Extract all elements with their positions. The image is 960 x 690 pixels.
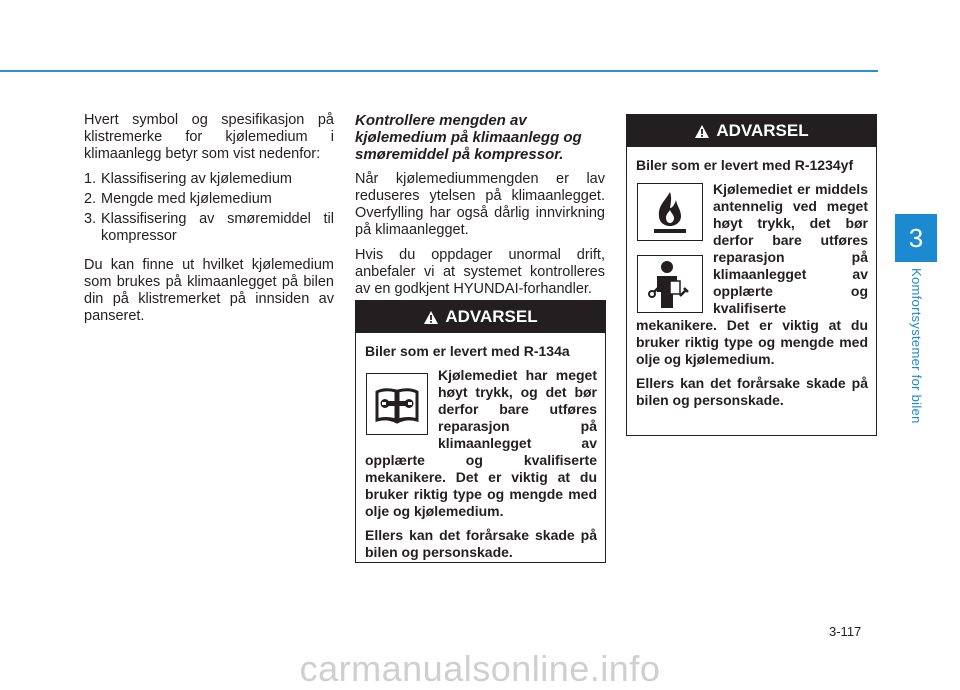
flammable-icon	[637, 183, 703, 241]
qualified-technician-icon	[637, 255, 703, 313]
warning-consequence: Ellers kan det forårsake skade på bilen og personskade.	[365, 527, 597, 560]
warning-box-r1234yf	[626, 114, 877, 436]
warning-triangle-icon	[423, 310, 439, 325]
warning-header-label: ADVARSEL	[445, 307, 538, 326]
watermark: carmanualsonline.info	[299, 648, 661, 689]
list-item: 3. Klassifisering av smøremiddel til kompressor	[84, 211, 334, 244]
warning-header	[627, 115, 876, 147]
warning-body	[356, 333, 605, 576]
page-number: 3-117	[829, 624, 862, 639]
section-heading: Kontrollere mengden av kjølemedium på klimaanlegg og smøremiddel på kompressor.	[355, 112, 582, 163]
chapter-title: Komfortsystemer for bilen	[909, 268, 924, 424]
warning-title: Biler som er levert med R-134a	[365, 343, 570, 359]
warning-box-r134a	[355, 300, 606, 563]
column-left	[84, 112, 334, 333]
warning-title: Biler som er levert med R-1234yf	[636, 157, 854, 173]
column-middle	[355, 112, 605, 306]
warning-text: Kjølemediet er middels antennelig ved meget høyt trykk, det bør derfor bare utføres reparasjon på klimaanlegget av opplærte og kvalifiserte mekanikere. Det er viktig at du bruker riktig type og mengde med olje og kjølemedium.	[636, 181, 868, 367]
warning-triangle-icon	[694, 124, 710, 139]
warning-text: Kjølemediet har meget høyt trykk, og det bør derfor bare utføres reparasjon på klimaanlegget av opplærte og kvalifiserte mekanikere. Det er viktig at du bruker riktig type og mengde med olje og kjølemedium.	[365, 367, 597, 519]
service-manual-icon	[366, 373, 428, 435]
warning-body	[627, 147, 876, 424]
warning-header-label: ADVARSEL	[716, 121, 809, 140]
list-item: 1. Klassifisering av kjølemedium	[84, 171, 292, 187]
list-item: 2. Mengde med kjølemedium	[84, 191, 272, 207]
paragraph-dealer: Hvis du oppdager unormal drift, anbefaler vi at systemet kontrolleres av en godkjent HYUNDAI-forhandler.	[355, 247, 605, 297]
header-rule	[0, 70, 878, 72]
chapter-number-tab[interactable]: 3	[895, 214, 937, 262]
label-meaning-list	[84, 171, 334, 245]
outro-paragraph: Du kan finne ut hvilket kjølemedium som brukes på klimaanlegget på bilen din på klistremerket på innsiden av panseret.	[84, 257, 334, 324]
warning-header	[356, 301, 605, 333]
paragraph-low-refrigerant: Når kjølemediummengden er lav reduseres ytelsen på klimaanlegget. Overfylling har også dårlig innvirkning på klimaanlegget.	[355, 171, 605, 238]
warning-consequence: Ellers kan det forårsake skade på bilen og personskade.	[636, 375, 868, 408]
intro-paragraph: Hvert symbol og spesifikasjon på klistremerke for kjølemedium i klimaanlegg betyr som vist nedenfor:	[84, 112, 334, 162]
